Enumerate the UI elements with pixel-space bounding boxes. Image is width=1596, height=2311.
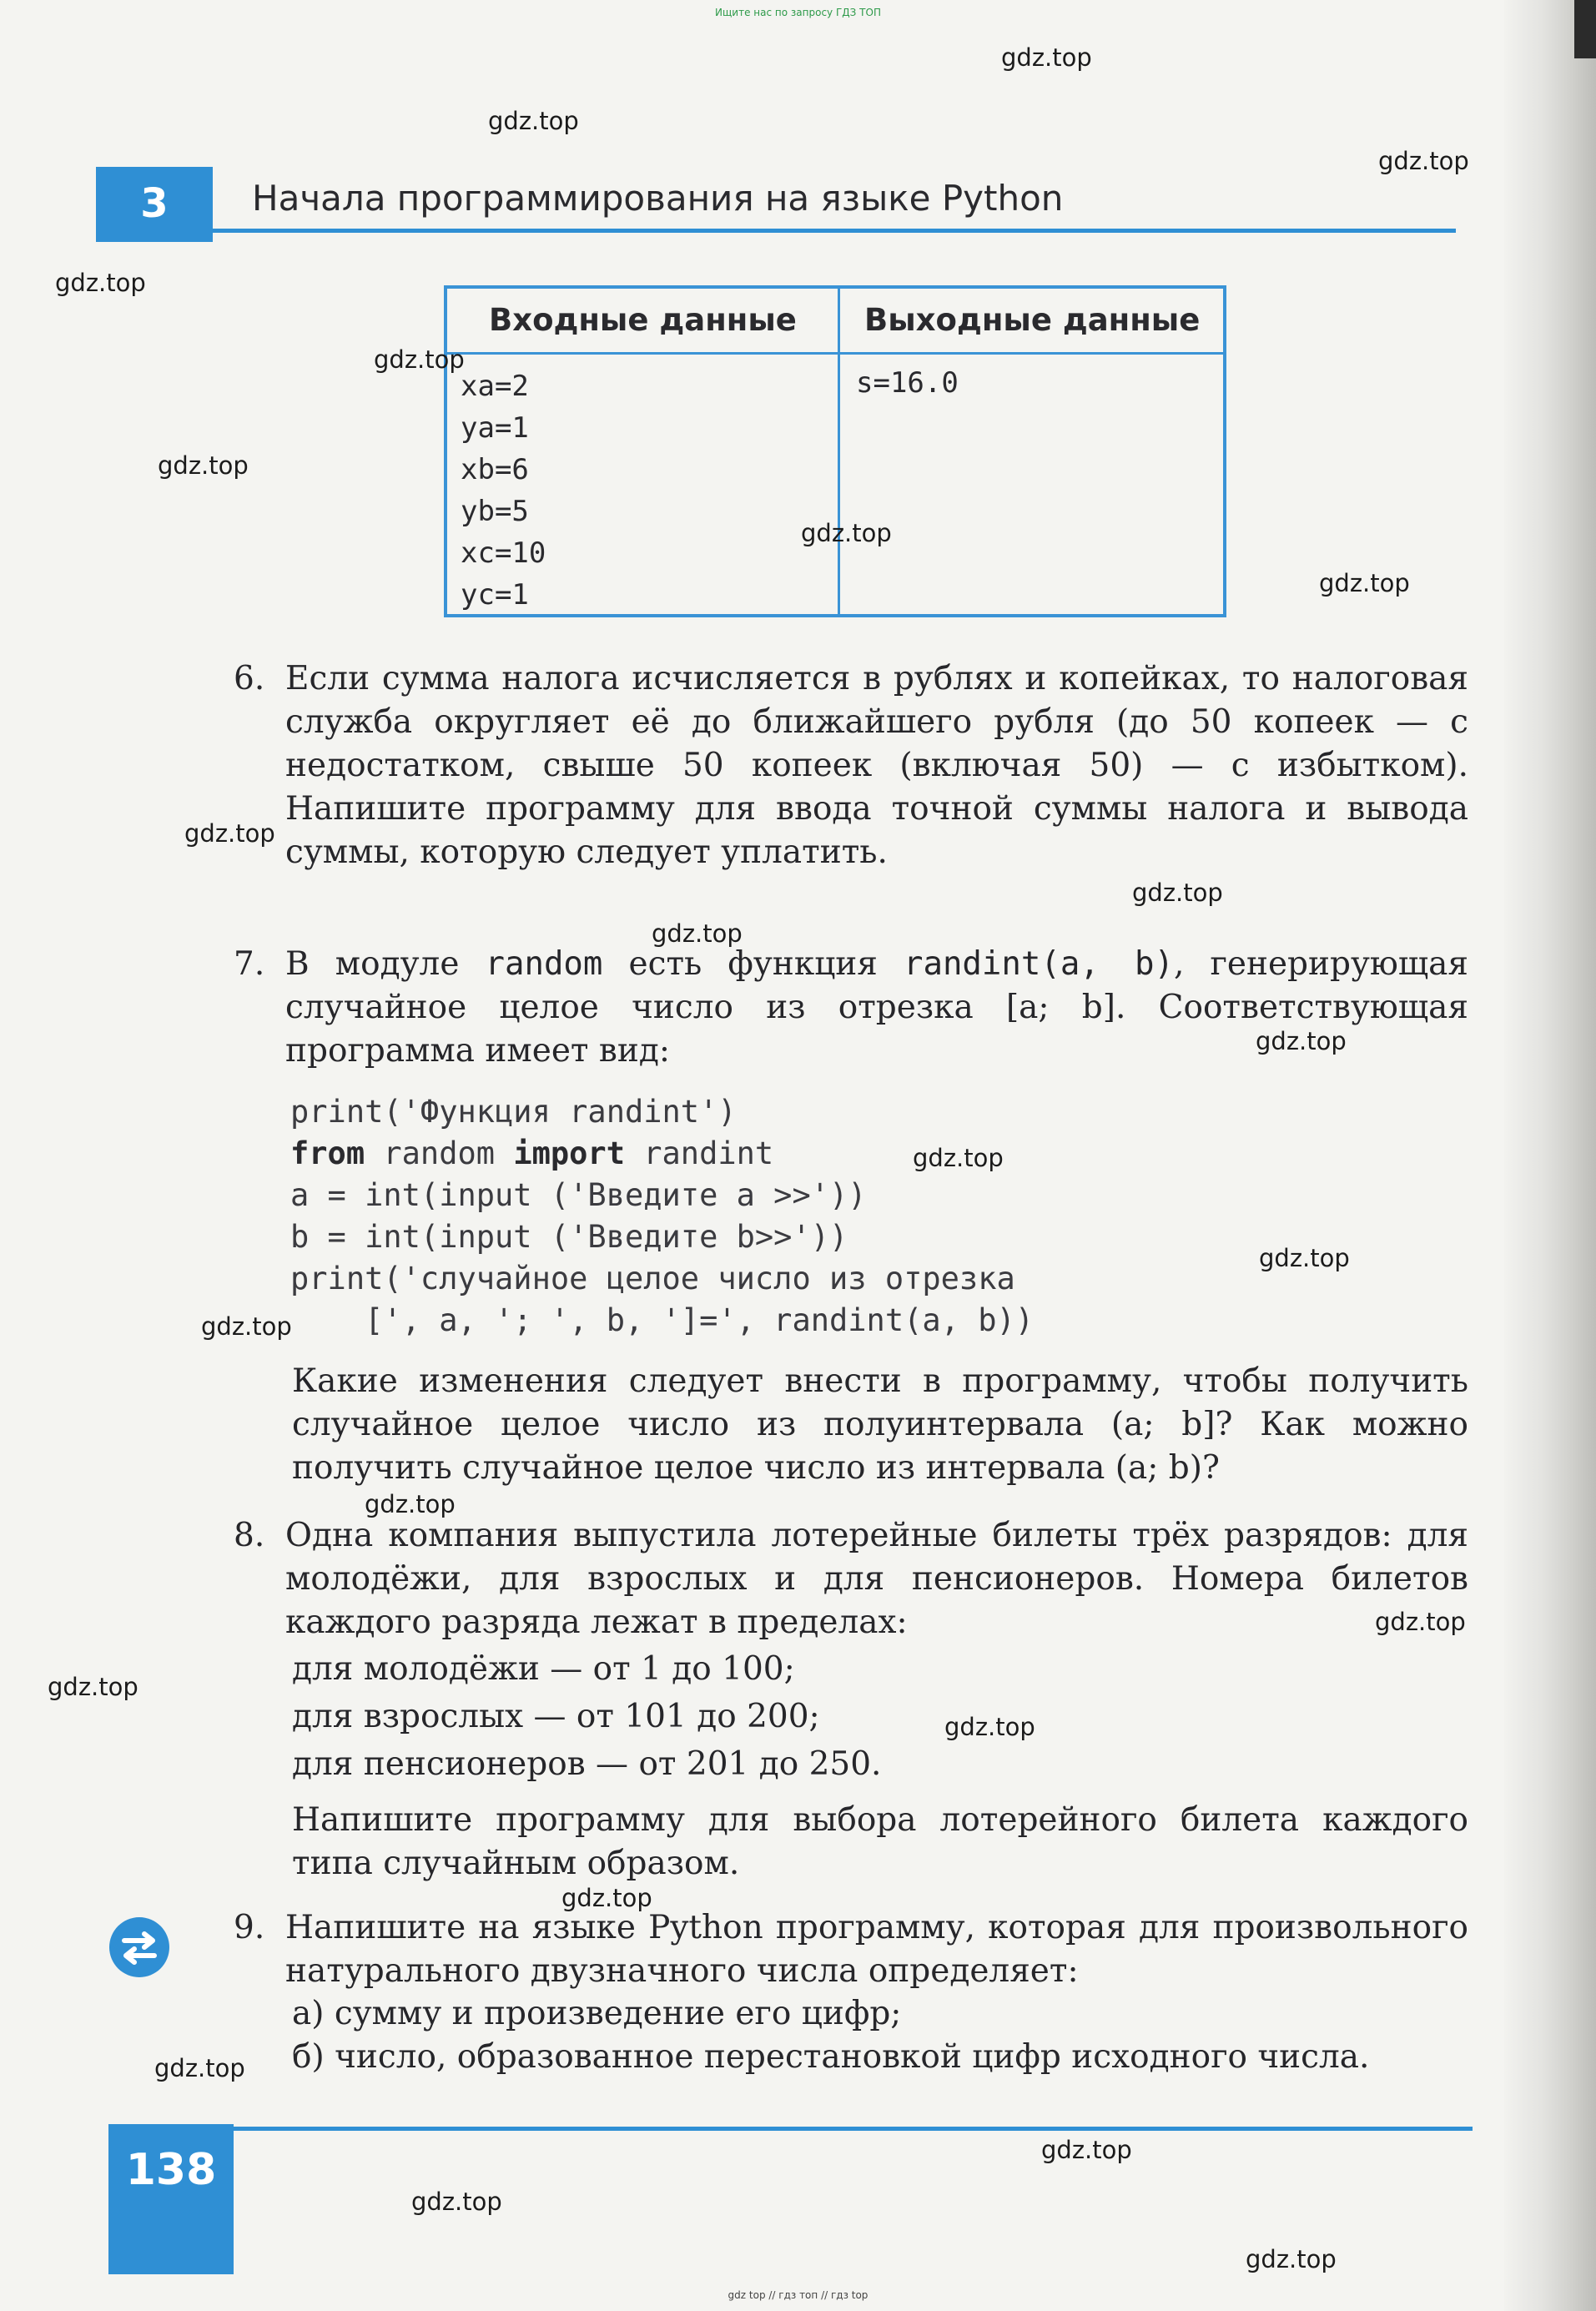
watermark: gdz.top <box>1375 1608 1466 1636</box>
input-column-header: Входные данные <box>489 302 797 338</box>
input-value: yb=5 <box>461 495 529 528</box>
task-number: 8. <box>234 1517 265 1554</box>
code-text: random <box>365 1135 514 1171</box>
watermark: gdz.top <box>201 1312 292 1341</box>
task-text: Если сумма налога исчисляется в рублях и копейках, то налоговая служба округляет её до ближайшего рубля (до 50 копеек — с недостатком, свыше 50 копеек (включая 50) — с избытком). Напишите программу для ввода точной суммы налога и вывода суммы, которую следует уплатить. <box>285 660 1468 871</box>
chapter-number-badge: 3 <box>96 167 213 242</box>
input-value: ya=1 <box>461 411 529 445</box>
input-value: xc=10 <box>461 536 546 570</box>
code-line: b = int(input ('Введите b>>')) <box>290 1219 848 1255</box>
range-line: для пенсионеров — от 201 до 250. <box>292 1745 882 1783</box>
watermark: gdz.top <box>1259 1244 1350 1272</box>
watermark: gdz.top <box>1246 2245 1337 2273</box>
task-number: 6. <box>234 660 265 697</box>
code-line: print('случайное целое число из отрезка <box>290 1261 1015 1296</box>
task-9-item: а) сумму и произведение его цифр; <box>292 1995 902 2032</box>
watermark: gdz.top <box>158 451 249 480</box>
range-line: для молодёжи — от 1 до 100; <box>292 1650 795 1688</box>
watermark: gdz.top <box>561 1884 652 1912</box>
task-text: Одна компания выпустила лотерейные билеты трёх разрядов: для молодёжи, для взрослых и для пенсионеров. Номера билетов каждого разряда лежат в пределах: <box>285 1517 1468 1641</box>
top-banner[interactable]: Ищите нас по запросу ГДЗ ТОП <box>715 7 881 18</box>
watermark: gdz.top <box>801 519 892 547</box>
code-block <box>290 1091 1291 1342</box>
header-rule <box>213 229 1456 233</box>
input-values <box>461 365 546 616</box>
code-line: [', a, '; ', b, ']=', randint(a, b)) <box>290 1302 1035 1338</box>
task-text-part: В модуле <box>285 945 486 983</box>
watermark: gdz.top <box>1256 1027 1347 1055</box>
task-text: Напишите на языке Python программу, которая для произвольного натурального двузначного числа определяет: <box>285 1909 1468 1990</box>
code-keyword: import <box>513 1135 625 1171</box>
watermark: gdz.top <box>365 1490 456 1518</box>
watermark: gdz.top <box>1319 569 1410 597</box>
code-line: a = int(input ('Введите a >>')) <box>290 1177 867 1213</box>
code-keyword: from <box>290 1135 365 1171</box>
module-name: random <box>485 945 603 983</box>
task-number: 9. <box>234 1909 265 1946</box>
code-line <box>290 1133 1291 1175</box>
input-value: xa=2 <box>461 370 529 403</box>
task-9-item: б) число, образованное перестановкой цифр исходного числа. <box>292 2038 1370 2076</box>
swap-arrows-icon <box>109 1917 169 1977</box>
chapter-title: Начала программирования на языке Python <box>252 178 1064 219</box>
watermark: gdz.top <box>48 1673 138 1701</box>
watermark: gdz.top <box>652 919 743 948</box>
code-line: print('Функция randint') <box>290 1094 737 1130</box>
input-value: xb=6 <box>461 453 529 486</box>
task-text-part: , генерирующая случайное целое число из отрезка [a; b]. Соответствующая программа имеет вид: <box>285 945 1468 1070</box>
watermark: gdz.top <box>184 819 275 848</box>
watermark: gdz.top <box>1378 147 1469 175</box>
io-table <box>444 285 1226 617</box>
page-number-badge: 138 <box>108 2124 234 2274</box>
watermark: gdz.top <box>1132 879 1223 907</box>
code-text: randint <box>624 1135 774 1171</box>
task-number: 7. <box>234 945 265 983</box>
task-7-question: Какие изменения следует внести в программу, чтобы получить случайное целое число из полуинтервала (a; b]? Как можно получить случайное целое число из интервала (a; b)? <box>292 1362 1468 1487</box>
task-8-assignment: Напишите программу для выбора лотерейного билета каждого типа случайным образом. <box>292 1801 1468 1882</box>
function-signature: randint(a, b) <box>903 945 1174 983</box>
watermark: gdz.top <box>154 2054 245 2082</box>
watermark: gdz.top <box>944 1713 1035 1741</box>
watermark: gdz.top <box>488 107 579 135</box>
watermark: gdz.top <box>1041 2136 1132 2164</box>
table-divider-horizontal <box>447 352 1223 355</box>
task-9 <box>234 1906 1468 1993</box>
output-value: s=16.0 <box>856 366 959 400</box>
watermark: gdz.top <box>913 1144 1004 1172</box>
book-spine-shadow <box>1504 0 1596 2311</box>
task-8 <box>234 1514 1468 1644</box>
output-values <box>856 362 959 404</box>
watermark: gdz.top <box>1001 43 1092 72</box>
watermark: gdz.top <box>55 269 146 297</box>
range-line: для взрослых — от 101 до 200; <box>292 1698 820 1735</box>
bottom-banner[interactable]: gdz top // гдз топ // гдз top <box>728 2289 868 2301</box>
input-value: yc=1 <box>461 578 529 612</box>
watermark: gdz.top <box>411 2188 502 2216</box>
task-6 <box>234 657 1468 874</box>
table-divider-vertical <box>838 289 840 614</box>
footer-rule <box>213 2127 1473 2131</box>
task-text-part: есть функция <box>602 945 904 983</box>
output-column-header: Выходные данные <box>864 302 1201 338</box>
watermark: gdz.top <box>374 345 465 374</box>
